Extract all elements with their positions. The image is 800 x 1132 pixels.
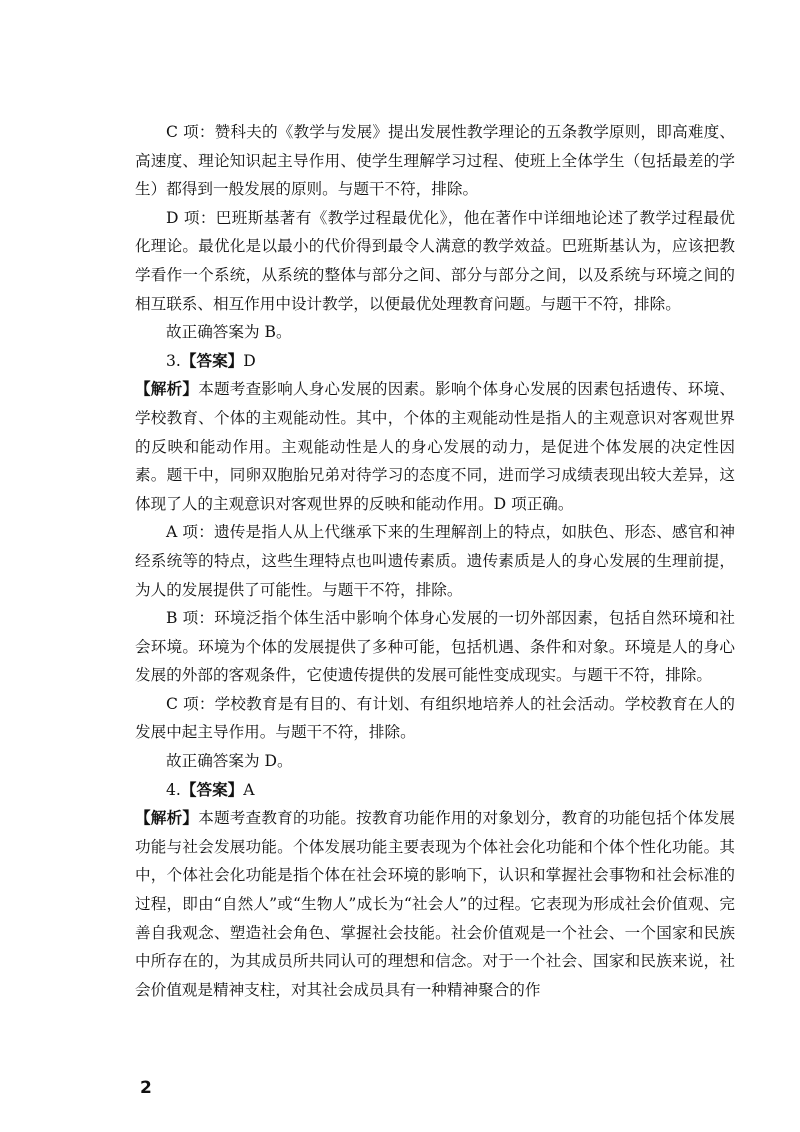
answer-label: 【答案】 — [180, 780, 244, 799]
answer-value: A — [243, 780, 255, 799]
answer-heading-4 — [135, 776, 735, 805]
paragraph-correct-answer-d: 故正确答案为 D。 — [166, 752, 293, 771]
paragraph-option-a-heredity: A 项：遗传是指人从上代继承下来的生理解剖上的特点，如肤色、形态、感官和神经系统等的特点，这些生理特点也叫遗传素质。遗传素质是人的身心发展的生理前提，为人的发展提供了可能性。与题干不符，排除。 — [135, 523, 735, 599]
paragraph-option-b-environment: B 项：环境泛指个体生活中影响个体身心发展的一切外部因素，包括自然环境和社会环境。环境为个体的发展提供了多种可能，包括机遇、条件和对象。环境是人的身心发展的外部的客观条件，它使遗传提供的发展可能性变成现实。与题干不符，排除。 — [135, 609, 735, 685]
question-number: 3. — [166, 351, 181, 370]
analysis-text: 本题考查影响人身心发展的因素。影响个体身心发展的因素包括遗传、环境、学校教育、个体的主观能动性。其中，个体的主观能动性是指人的主观意识对客观世界的反映和能动作用。主观能动性是人的身心发展的动力，是促进个体发展的决定性因素。题干中，同卵双胞胎兄弟对待学习的态度不同，进而学习成绩表现出较大差异，这体现了人的主观意识对客观世界的反映和能动作用。D 项正确。 — [135, 380, 735, 513]
answer-value: D — [243, 351, 256, 370]
paragraph-option-c-zankov: C 项：赞科夫的《教学与发展》提出发展性教学理论的五条教学原则，即高难度、高速度、理论知识起主导作用、使学生理解学习过程、使班上全体学生（包括最差的学生）都得到一般发展的原则。与题干不符，排除。 — [135, 123, 735, 199]
analysis-label: 【解析】 — [135, 380, 199, 399]
answer-label: 【答案】 — [180, 351, 244, 370]
analysis-text: 本题考查教育的功能。按教育功能作用的对象划分，教育的功能包括个体发展功能与社会发展功能。个体发展功能主要表现为个体社会化功能和个体个性化功能。其中，个体社会化功能是指个体在社会环境的影响下，认识和掌握社会事物和社会标准的过程，即由“自然人”或“生物人”成长为“社会人”的过程。它表现为形成社会价值观、完善自我观念、塑造社会角色、掌握社会技能。社会价值观是一个社会、一个国家和民族中所存在的，为其成员所共同认可的理想和信念。对于一个社会、国家和民族来说，社会价值观是精神支柱，对其社会成员具有一种精神聚合的作 — [135, 809, 735, 999]
page-number: 2 — [140, 1078, 152, 1098]
page-content — [135, 118, 735, 1004]
paragraph-correct-answer-b: 故正确答案为 B。 — [166, 323, 292, 342]
analysis-label: 【解析】 — [135, 809, 199, 828]
paragraph-option-c-school-education: C 项：学校教育是有目的、有计划、有组织地培养人的社会活动。学校教育在人的发展中起主导作用。与题干不符，排除。 — [135, 694, 735, 742]
paragraph-analysis-4 — [135, 804, 735, 1004]
question-number: 4. — [166, 780, 181, 799]
paragraph-analysis-3 — [135, 375, 735, 518]
paragraph-option-d-babansky: D 项：巴班斯基著有《教学过程最优化》，他在著作中详细地论述了教学过程最优化理论。最优化是以最小的代价得到最令人满意的教学效益。巴班斯基认为，应该把教学看作一个系统，从系统的整体与部分之间、部分与部分之间，以及系统与环境之间的相互联系、相互作用中设计教学，以便最优处理教育问题。与题干不符，排除。 — [135, 208, 735, 313]
answer-heading-3 — [135, 347, 735, 376]
